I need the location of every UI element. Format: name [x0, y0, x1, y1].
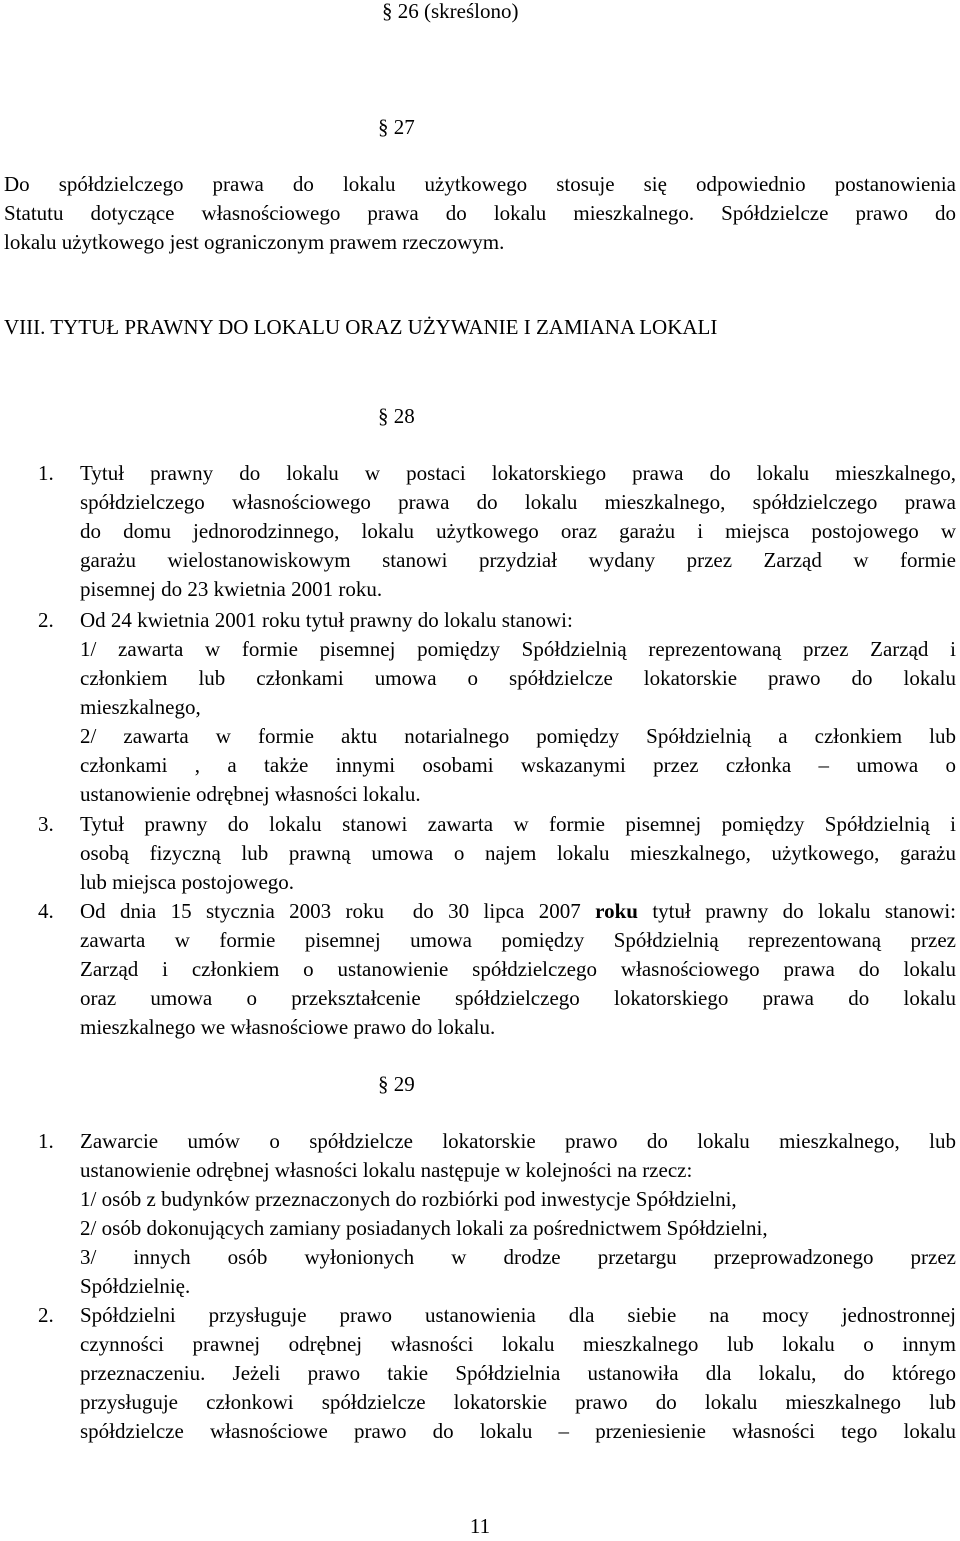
text-line: pisemnej do 23 kwietnia 2001 roku. — [80, 577, 383, 601]
item-text — [80, 810, 956, 897]
text-line: 1/ osób z budynków przeznaczonych do rozbiórki pod inwestycje Spółdzielni, — [80, 1187, 737, 1211]
text-line: 1/ zawarta w formie pisemnej pomiędzy Spółdzielnią reprezentowaną przez Zarząd i — [80, 637, 956, 661]
paragraph-29-label: 29 — [393, 1072, 415, 1096]
item-number: 2. — [38, 608, 54, 632]
bold-text: roku — [595, 899, 638, 923]
text-run: Od dnia 15 stycznia 2003 roku do 30 lipca 2007 — [80, 899, 596, 923]
item-text — [80, 1301, 956, 1446]
item-number: 2. — [38, 1303, 54, 1327]
item-text — [80, 606, 956, 809]
text-line: ustanowienie odrębnej własności lokalu. — [80, 782, 421, 806]
text-line: 2/ zawarta w formie aktu notarialnego pomiędzy Spółdzielnią a członkiem lub — [80, 724, 956, 748]
text-line — [80, 897, 956, 926]
text-line: członkiem lub członkami umowa o spółdzielcze lokatorskie prawo do lokalu — [80, 666, 956, 690]
text-line: mieszkalnego we własnościowe prawo do lokalu. — [80, 1015, 496, 1039]
text-line: czynności prawnej odrębnej własności lokalu mieszkalnego lub lokalu o innym — [80, 1332, 956, 1356]
item-number: 1. — [38, 1129, 54, 1153]
item-number: 1. — [38, 461, 54, 485]
text-line: lokalu użytkowego jest ograniczonym prawem rzeczowym. — [4, 230, 505, 254]
text-line: Zawarcie umów o spółdzielcze lokatorskie prawo do lokalu mieszkalnego, lub — [80, 1129, 956, 1153]
text-line: członkami , a także innymi osobami wskazanymi przez członka – umowa o — [80, 753, 956, 777]
text-line: Spółdzielnię. — [80, 1274, 191, 1298]
text-run: tytuł prawny do lokalu stanowi: — [637, 899, 956, 923]
item-number: 3. — [38, 812, 54, 836]
text-line: 3/ innych osób wyłonionych w drodze przetargu przeprowadzonego przez — [80, 1245, 956, 1269]
text-line: Od 24 kwietnia 2001 roku tytuł prawny do lokalu stanowi: — [80, 608, 573, 632]
text-line: Zarząd i członkiem o ustanowienie spółdzielczego własnościowego prawa do lokalu — [80, 957, 956, 981]
text-line: 2/ osób dokonujących zamiany posiadanych lokali za pośrednictwem Spółdzielni, — [80, 1216, 768, 1240]
section-heading: VIII. TYTUŁ PRAWNY DO LOKALU ORAZ UŻYWANIE I ZAMIANA LOKALI — [4, 315, 718, 339]
text-line: oraz umowa o przekształcenie spółdzielczego lokatorskiego prawa do lokalu — [80, 986, 956, 1010]
section-sign-icon: § — [378, 404, 389, 428]
text-line: Do spółdzielczego prawa do lokalu użytkowego stosuje się odpowiednio postanowienia — [4, 172, 956, 196]
text-line: lub miejsca postojowego. — [80, 870, 295, 894]
item-number: 4. — [38, 899, 54, 923]
text-line: Tytuł prawny do lokalu stanowi zawarta w formie pisemnej pomiędzy Spółdzielnią i — [80, 812, 956, 836]
text-line: Tytuł prawny do lokalu w postaci lokatorskiego prawa do lokalu mieszkalnego, — [80, 461, 956, 485]
text-line: spółdzielczego własnościowego prawa do lokalu mieszkalnego, spółdzielczego prawa — [80, 490, 956, 514]
section-sign-icon: § — [378, 1072, 389, 1096]
text-line: garażu wielostanowiskowym stanowi przydział wydany przez Zarząd w formie — [80, 548, 956, 572]
item-text — [80, 459, 956, 604]
text-line: zawarta w formie pisemnej umowa pomiędzy Spółdzielnią reprezentowaną przez — [80, 928, 956, 952]
text-line: do domu jednorodzinnego, lokalu użytkowego oraz garażu i miejsca postojowego w — [80, 519, 956, 543]
section-sign-icon: § — [378, 115, 389, 139]
text-line: Statutu dotyczące własnościowego prawa do lokalu mieszkalnego. Spółdzielcze prawo do — [4, 201, 956, 225]
paragraph-28-header — [378, 402, 415, 431]
text-line: mieszkalnego, — [80, 695, 201, 719]
text-line: Spółdzielni przysługuje prawo ustanowienia dla siebie na mocy jednostronnej — [80, 1303, 956, 1327]
paragraph-26-header — [382, 0, 518, 26]
text-line: przeznaczeniu. Jeżeli prawo takie Spółdzielnia ustanowiła dla lokalu, do którego — [80, 1361, 956, 1385]
text-line: przysługuje członkowi spółdzielcze lokatorskie prawo do lokalu mieszkalnego lub — [80, 1390, 956, 1414]
section-sign-icon: § — [382, 0, 393, 23]
page-number: 11 — [469, 1514, 491, 1538]
text-line: ustanowienie odrębnej własności lokalu następuje w kolejności na rzecz: — [80, 1158, 693, 1182]
paragraph-28-label: 28 — [393, 404, 415, 428]
text-line: spółdzielcze własnościowe prawo do lokalu – przeniesienie własności tego lokalu — [80, 1419, 956, 1443]
item-text — [80, 1127, 956, 1301]
item-text — [80, 897, 956, 1042]
paragraph-26-label: 26 (skreślono) — [397, 0, 519, 23]
paragraph-27-header — [378, 113, 415, 142]
paragraph-29-header — [378, 1070, 415, 1099]
text-line: osobą fizyczną lub prawną umowa o najem lokalu mieszkalnego, użytkowego, garażu — [80, 841, 956, 865]
paragraph-27-label: 27 — [393, 115, 415, 139]
paragraph-27-text — [4, 170, 956, 257]
